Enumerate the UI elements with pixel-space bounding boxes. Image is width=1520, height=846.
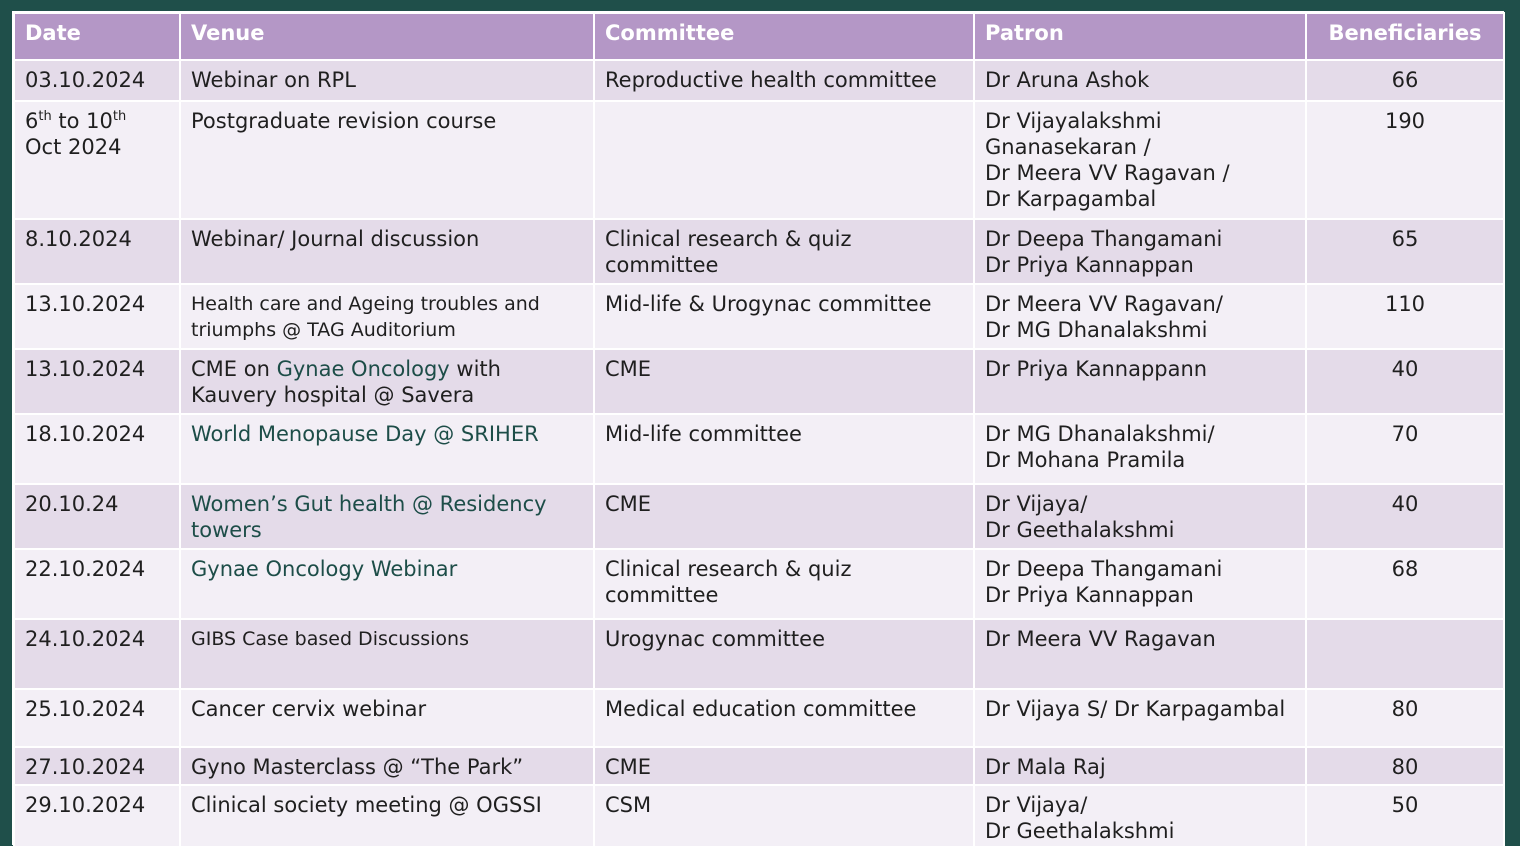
cell-date: 18.10.2024	[14, 414, 180, 484]
header-date: Date	[14, 13, 180, 60]
patron-line: Dr Mohana Pramila	[985, 448, 1186, 472]
table-row	[14, 689, 1504, 747]
cell-venue: World Menopause Day @ SRIHER	[180, 414, 594, 484]
table-row	[14, 284, 1504, 349]
cell-date: 20.10.24	[14, 484, 180, 549]
cell-patron	[974, 689, 1306, 747]
slide-frame	[12, 11, 1504, 845]
patron-line: Dr Aruna Ashok	[985, 68, 1150, 92]
cell-committee: CME	[594, 349, 974, 414]
cell-venue: Women’s Gut health @ Residency towers	[180, 484, 594, 549]
cell-committee	[594, 101, 974, 219]
cell-date: 13.10.2024	[14, 284, 180, 349]
table-row	[14, 747, 1504, 785]
patron-line: Dr Vijaya/	[985, 492, 1088, 516]
patron-line: Dr Priya Kannappan	[985, 253, 1194, 277]
cell-venue: Clinical society meeting @ OGSSI	[180, 785, 594, 846]
cell-patron	[974, 484, 1306, 549]
events-table	[13, 12, 1505, 846]
cell-beneficiaries: 65	[1306, 219, 1504, 284]
table-header-row	[14, 13, 1504, 60]
cell-beneficiaries: 70	[1306, 414, 1504, 484]
table-row	[14, 785, 1504, 846]
patron-line: Dr Mala Raj	[985, 755, 1106, 779]
cell-patron	[974, 284, 1306, 349]
patron-line: Dr Geethalakshmi	[985, 518, 1175, 542]
cell-date: 8.10.2024	[14, 219, 180, 284]
cell-beneficiaries: 80	[1306, 689, 1504, 747]
patron-line: Dr MG Dhanalakshmi/	[985, 422, 1215, 446]
cell-committee: Reproductive health committee	[594, 60, 974, 101]
header-venue: Venue	[180, 13, 594, 60]
cell-beneficiaries: 80	[1306, 747, 1504, 785]
patron-line: Dr Meera VV Ragavan/	[985, 292, 1223, 316]
patron-line: Dr Priya Kannappann	[985, 357, 1208, 381]
patron-line: Dr Deepa Thangamani	[985, 557, 1223, 581]
cell-patron	[974, 747, 1306, 785]
table-row	[14, 414, 1504, 484]
cell-beneficiaries: 68	[1306, 549, 1504, 619]
patron-line: Dr MG Dhanalakshmi	[985, 318, 1208, 342]
cell-beneficiaries: 190	[1306, 101, 1504, 219]
cell-committee: Clinical research & quiz committee	[594, 219, 974, 284]
cell-date: 29.10.2024	[14, 785, 180, 846]
cell-date: 03.10.2024	[14, 60, 180, 101]
cell-date: 6th to 10th Oct 2024	[14, 101, 180, 219]
cell-beneficiaries	[1306, 619, 1504, 689]
cell-patron	[974, 219, 1306, 284]
patron-line: Dr Geethalakshmi	[985, 819, 1175, 843]
patron-line: Dr Vijaya/	[985, 793, 1088, 817]
cell-committee: CME	[594, 484, 974, 549]
cell-beneficiaries: 110	[1306, 284, 1504, 349]
cell-committee: Clinical research & quiz committee	[594, 549, 974, 619]
cell-venue: Postgraduate revision course	[180, 101, 594, 219]
cell-patron	[974, 349, 1306, 414]
cell-date: 22.10.2024	[14, 549, 180, 619]
cell-committee: Mid-life & Urogynac committee	[594, 284, 974, 349]
cell-date: 13.10.2024	[14, 349, 180, 414]
table-row	[14, 101, 1504, 219]
cell-venue: Gynae Oncology Webinar	[180, 549, 594, 619]
patron-line: Dr Meera VV Ragavan /	[985, 161, 1230, 185]
cell-date: 24.10.2024	[14, 619, 180, 689]
header-patron: Patron	[974, 13, 1306, 60]
cell-committee: CME	[594, 747, 974, 785]
patron-line: Dr Priya Kannappan	[985, 583, 1194, 607]
table-row	[14, 60, 1504, 101]
table-row	[14, 349, 1504, 414]
cell-venue: Gyno Masterclass @ “The Park”	[180, 747, 594, 785]
cell-patron	[974, 785, 1306, 846]
cell-venue: Webinar on RPL	[180, 60, 594, 101]
cell-date: 25.10.2024	[14, 689, 180, 747]
patron-line: Dr Deepa Thangamani	[985, 227, 1223, 251]
cell-venue: Webinar/ Journal discussion	[180, 219, 594, 284]
cell-committee: Medical education committee	[594, 689, 974, 747]
cell-venue: Cancer cervix webinar	[180, 689, 594, 747]
patron-line: Dr Vijayalakshmi Gnanasekaran /	[985, 109, 1162, 159]
cell-patron	[974, 549, 1306, 619]
cell-committee: Urogynac committee	[594, 619, 974, 689]
cell-beneficiaries: 50	[1306, 785, 1504, 846]
cell-committee: Mid-life committee	[594, 414, 974, 484]
table-row	[14, 619, 1504, 689]
table-row	[14, 549, 1504, 619]
table-row	[14, 219, 1504, 284]
cell-beneficiaries: 40	[1306, 349, 1504, 414]
cell-beneficiaries: 40	[1306, 484, 1504, 549]
patron-line: Dr Vijaya S/ Dr Karpagambal	[985, 697, 1286, 721]
patron-line: Dr Meera VV Ragavan	[985, 627, 1216, 651]
table-row	[14, 484, 1504, 549]
patron-line: Dr Karpagambal	[985, 187, 1157, 211]
cell-patron	[974, 101, 1306, 219]
cell-committee: CSM	[594, 785, 974, 846]
cell-venue: GIBS Case based Discussions	[180, 619, 594, 689]
cell-date: 27.10.2024	[14, 747, 180, 785]
cell-beneficiaries: 66	[1306, 60, 1504, 101]
header-beneficiaries: Beneficiaries	[1306, 13, 1504, 60]
cell-venue: Health care and Ageing troubles and triumphs @ TAG Auditorium	[180, 284, 594, 349]
cell-patron	[974, 619, 1306, 689]
cell-patron	[974, 60, 1306, 101]
header-committee: Committee	[594, 13, 974, 60]
cell-patron	[974, 414, 1306, 484]
cell-venue: CME on Gynae Oncology with Kauvery hospital @ Savera	[180, 349, 594, 414]
